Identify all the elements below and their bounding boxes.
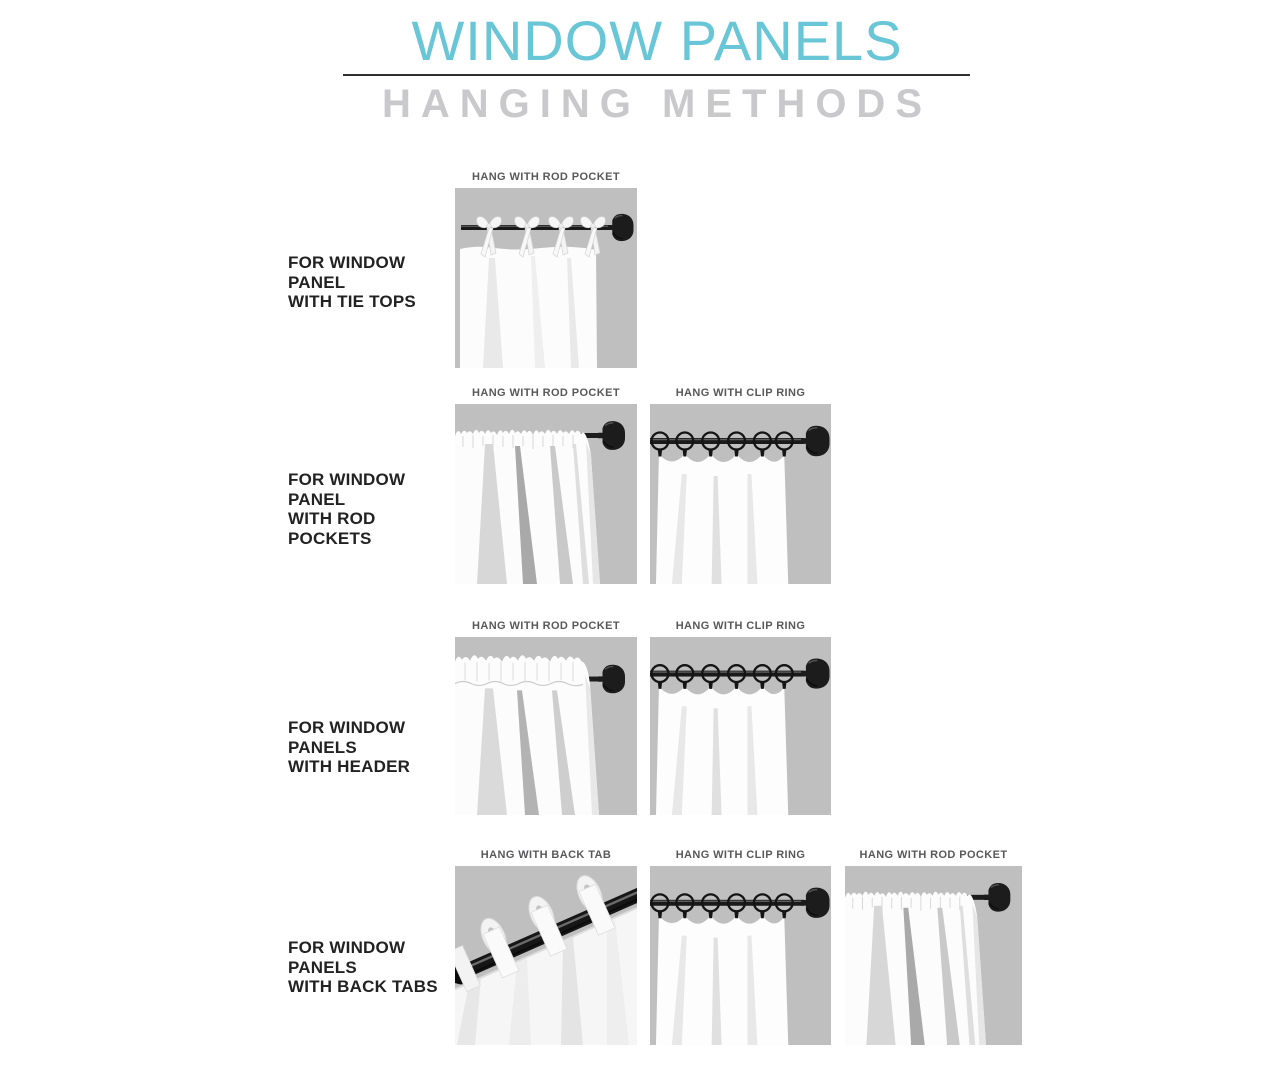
tile-clip-ring xyxy=(650,849,831,1045)
rod-pocket-curtain-illustration xyxy=(845,866,1022,1045)
page-title: WINDOW PANELS xyxy=(411,9,903,72)
method-caption: HANG WITH ROD POCKET xyxy=(472,171,620,183)
clip-ring-curtain-illustration xyxy=(650,637,831,815)
method-caption: HANG WITH ROD POCKET xyxy=(472,387,620,399)
clip-ring-curtain-illustration xyxy=(650,866,831,1045)
rod-pocket-curtain-illustration xyxy=(455,404,637,584)
tile-header-rod-pocket xyxy=(455,620,637,815)
tile-rod-pocket xyxy=(455,387,637,584)
row-label-line1: FOR WINDOW PANELS xyxy=(288,718,406,757)
tile-back-tab xyxy=(455,849,637,1045)
row-label-rod-pockets xyxy=(288,470,458,548)
row-label-line2: WITH BACK TABS xyxy=(288,977,438,996)
row-label-header xyxy=(288,718,458,777)
tile-clip-ring xyxy=(650,620,831,815)
row-label-tie-tops xyxy=(288,253,458,312)
tile-tie-top-rod-pocket xyxy=(455,171,637,368)
back-tab-curtain-illustration xyxy=(455,866,637,1045)
tile-clip-ring xyxy=(650,387,831,584)
row-label-line2: WITH ROD POCKETS xyxy=(288,509,376,548)
clip-ring-curtain-illustration xyxy=(650,404,831,584)
method-caption: HANG WITH ROD POCKET xyxy=(472,620,620,632)
tie-top-curtain-illustration xyxy=(455,188,637,368)
method-caption: HANG WITH CLIP RING xyxy=(675,849,806,861)
page-subtitle: HANGING METHODS xyxy=(382,82,932,126)
row-label-line1: FOR WINDOW PANEL xyxy=(288,253,406,292)
row-label-line2: WITH HEADER xyxy=(288,757,411,776)
method-caption: HANG WITH BACK TAB xyxy=(480,849,612,861)
method-caption: HANG WITH CLIP RING xyxy=(675,620,806,632)
row-label-back-tabs xyxy=(288,938,458,997)
row-label-line1: FOR WINDOW PANEL xyxy=(288,470,406,509)
title-divider xyxy=(343,74,970,76)
tile-rod-pocket xyxy=(845,849,1022,1045)
header-rod-pocket-curtain-illustration xyxy=(455,637,637,815)
method-caption: HANG WITH CLIP RING xyxy=(675,387,806,399)
method-caption: HANG WITH ROD POCKET xyxy=(859,849,1008,861)
row-label-line2: WITH TIE TOPS xyxy=(288,292,416,311)
row-label-line1: FOR WINDOW PANELS xyxy=(288,938,406,977)
